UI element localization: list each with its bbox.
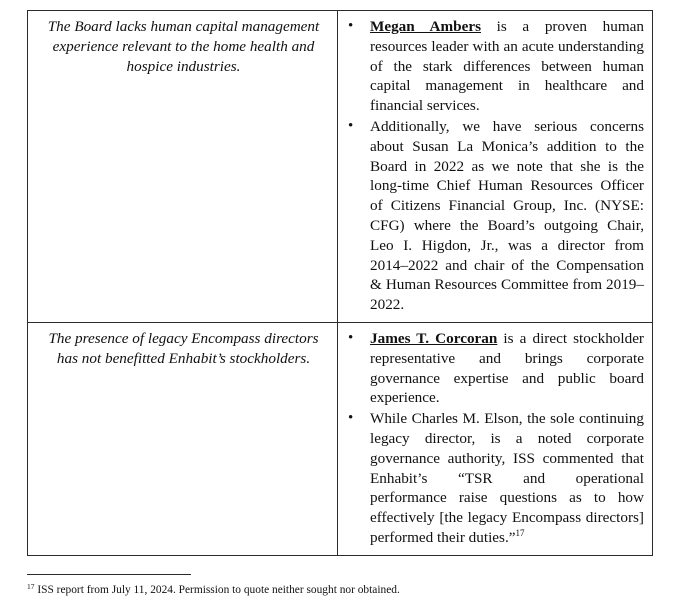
nominee-name: James T. Corcoran bbox=[370, 330, 498, 347]
concern-text: The presence of legacy Encompass directors has not benefitted Enhabit’s stockholders. bbox=[48, 330, 319, 367]
bullet-icon: • bbox=[348, 18, 354, 34]
point-text: is a proven human resources leader with an acute understanding of the stark differences between human capital management in healthcare and financial services. bbox=[370, 18, 644, 115]
point-text: Additionally, we have serious concerns about Susan La Monica’s addition to the Board in 2022 as we note that she is the long-time Chief Human Resources Officer of Citizens Financial Group, Inc. (NYSE: CFG) where the Board’s outgoing Chair, Leo I. Higdon, Jr., was a director from 2014–2022 and chair of the Compensation & Human Resources Committee from 2019–2022. bbox=[370, 117, 644, 314]
point-text: is a direct stockholder representative and brings corporate governance expertise and public board experience. bbox=[370, 330, 644, 407]
bullet-list bbox=[338, 323, 652, 548]
footnote-reference: 17 bbox=[515, 527, 525, 538]
point-text: While Charles M. Elson, the sole continuing legacy director, is a noted corporate governance authority, ISS commented that Enhabit’s “TSR and operational performance raise questions as to how effectively [the legacy Encompass directors] performed their duties.” bbox=[370, 410, 644, 546]
footnote-text: ISS report from July 11, 2024. Permission to quote neither sought nor obtained. bbox=[34, 584, 400, 596]
list-item bbox=[344, 17, 644, 116]
bullet-list bbox=[338, 11, 652, 315]
nominee-name: Megan Ambers bbox=[370, 18, 481, 35]
response-cell bbox=[338, 323, 653, 556]
footnote bbox=[27, 583, 400, 597]
concern-cell bbox=[28, 11, 338, 323]
table-row bbox=[28, 323, 653, 556]
list-item bbox=[344, 409, 644, 548]
list-item bbox=[344, 117, 644, 315]
footnote-number: 17 bbox=[27, 582, 35, 591]
table-row bbox=[28, 11, 653, 323]
bullet-icon: • bbox=[348, 410, 354, 427]
concern-cell bbox=[28, 323, 338, 556]
comparison-table bbox=[27, 10, 653, 556]
response-cell bbox=[338, 11, 653, 323]
footnote-divider bbox=[27, 574, 191, 575]
bullet-icon: • bbox=[348, 330, 354, 346]
bullet-icon: • bbox=[348, 117, 354, 134]
list-item bbox=[344, 329, 644, 408]
concern-text: The Board lacks human capital management experience relevant to the home health and hospice industries. bbox=[47, 18, 320, 75]
